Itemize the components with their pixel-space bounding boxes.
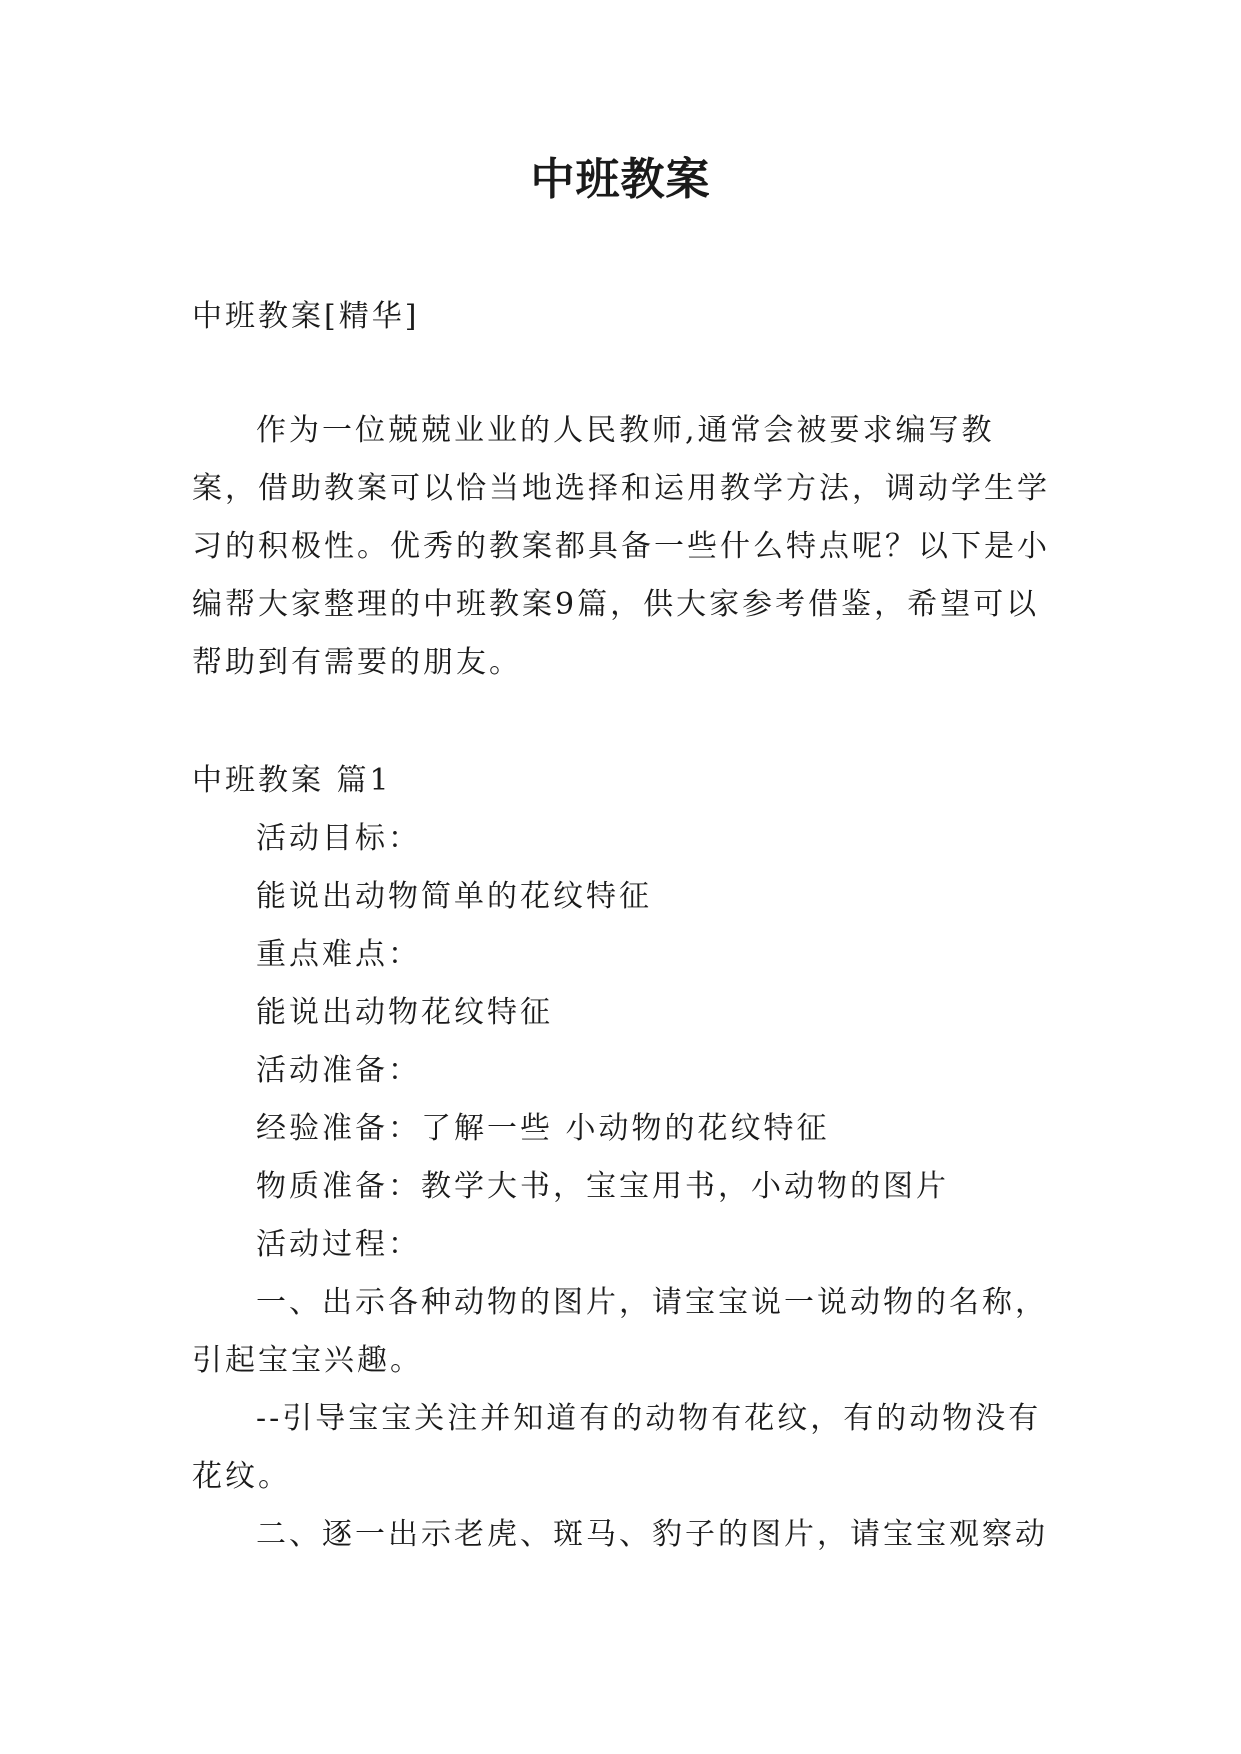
body-paragraph: --引导宝宝关注并知道有的动物有花纹，有的动物没有花纹。 <box>192 1401 1042 1494</box>
text-line: 能说出动物花纹特征 <box>256 995 553 1030</box>
text-line: 活动目标： <box>256 821 421 856</box>
body-paragraph: 一、出示各种动物的图片，请宝宝说一说动物的名称，引起宝宝兴趣。 <box>192 1285 1048 1378</box>
section-1 <box>192 752 1052 1564</box>
text-line: 经验准备：了解一些 小动物的花纹特征 <box>256 1111 830 1146</box>
text-line: 能说出动物简单的花纹特征 <box>256 879 652 914</box>
section-heading: 中班教案 篇1 <box>192 763 392 798</box>
text-line: 重点难点： <box>256 937 421 972</box>
body-paragraph: 二、逐一出示老虎、斑马、豹子的图片，请宝宝观察动 <box>256 1517 1048 1552</box>
text-line: 活动过程： <box>256 1227 421 1262</box>
text-line: 物质准备：教学大书，宝宝用书，小动物的图片 <box>256 1169 949 1204</box>
text-line: 活动准备： <box>256 1053 421 1088</box>
document-subtitle: 中班教案[精华] <box>192 299 420 334</box>
document-title: 中班教案 <box>530 154 711 205</box>
intro-paragraph: 作为一位兢兢业业的人民教师,通常会被要求编写教案，借助教案可以恰当地选择和运用教学方法，调动学生学习的积极性。优秀的教案都具备一些什么特点呢？以下是小编帮大家整理的中班教案9篇，供大家参考借鉴，希望可以帮助到有需要的朋友。 <box>192 413 1050 680</box>
